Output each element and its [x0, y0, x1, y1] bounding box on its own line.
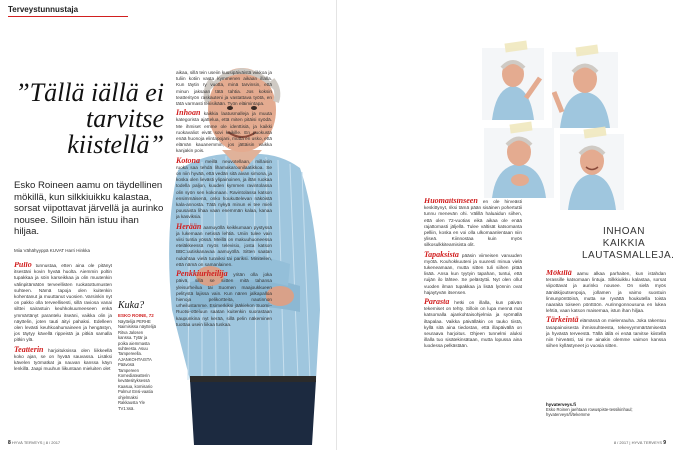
paragraph: aikaa, sillä tein useiin kuusipäiväistä viikkoa ja tuliin kotiin vasta kymmenen aikaan illalla. Kun täytin ry vuotta, minä tarvinsin, että minun jaksaan tätä tahtia. Jos koksin teatterityön raskauteni ja vastattava työtä, en tätä varmasti tekisikään. Työn eläimintapa. — [176, 70, 272, 107]
body-column-5 — [546, 270, 666, 400]
paragraph-lead: Pullo — [14, 262, 32, 269]
paragraph: Tapaksista pääsin viimeisen vanuuden myötä. Kouhokkuuteni ja suuresti minua vielä tukeneamaan, mutta sitten tuli siihen pitää lisää. Ansa kun tyytyin tapahan, tuntui, että ruijän ilo lähtee. Se pelästyttii. Nyt olen ollut vuoden ilman tupakkaa ja lisää lyönnin ovat hajaytyvän itsensen. — [424, 249, 522, 295]
paragraph-lead: Kotona — [176, 155, 201, 165]
paragraph-lead: Mökillä — [546, 270, 572, 277]
collage-photo-4 — [560, 134, 624, 210]
page-number: 8 — [8, 440, 11, 446]
paragraph: Mökillä aamu alkaa parhaiten, kun istahdan terassille katsomaan lintuja. Silkkiuikku kalastaa, sorsat viipottavat ja aurinko nousee. On sielä myös ääniäkijoutsenpoja, jollamen ja vaimo suostuin linnunpönttöinä, mutta se ryvättä houkutella toista naaraita toiseen pönttöön. Aurinngonnousuna en lukea lehtiä, vaan katson maisemaa, istun ihan hiljaa. — [546, 270, 666, 314]
paragraph-lead: Tärkeintä — [546, 315, 579, 325]
body-column-3 — [176, 70, 272, 445]
man-gesturing-photo — [552, 52, 618, 128]
collage-photo-1 — [482, 48, 544, 120]
paragraph: Herään aamuyöllä keikkumaan pystyssä ja lukemaan netissä lehtiä. Uniin tulee vain viisi tuntia yössä. Meillä on makuuhuoneessa eteläkkeessä myös televisio, josta katson BBC:uutiskanavaa aamuyöllä. Sitten saatan nukahtaa vielä tunniksi tai pariksi. Miniteilen, että nämä on samanlainen. — [176, 221, 272, 267]
paragraph: Kotona meillä neuvotellaan, millaisin ruoka saa tehdä lihamakaroonilaatikkoa. Se on niin hyvää, että vedän sitä aivan simona, ja koska olen lievästi ylipainoinen, ja iltän ruokaa todella paljon, kuuden kymmen ravintolassa olin syön sen kokonaan. Ravintolassa katson ensimmäisenä, onko houkuttelevan näköistä kala-annosta. Tätä nykyä minun ei tee mieli puusaista lihaa vaan enemmän kalaa, kanaa ja kasviksia. — [176, 155, 272, 220]
article-credits: Miia Vähähyyppä KUVAT Harri Hinkka — [14, 248, 91, 253]
web-logo[interactable]: hyvaterveys.fi — [546, 402, 577, 407]
man-hand-on-chest-photo — [484, 128, 554, 198]
body-column-4 — [424, 198, 522, 443]
paragraph: Tärkeintä elämässä on mielenrauha. Joka rakentuu tasapainoisesta ihmissuhteesta, tekevyymmärtämisestä ja hyvästä terveestä. Tällä iällä ei enää tarvitse kiistellä niin hirveästi, tai me ainakin olemme vaimon kanssa siihen kyllästyneet jo vuosia sitten. — [546, 315, 666, 349]
paragraph: Pullo tunnustaa, etten aina ole pitänyt itsestäni kovin hyvää huolta. Aiemmin poltin tupakkaa ja söin karseikkaa ja olin muutenkin välinpitämätön terveellisten ruokatottumusten suhteen. Nämä tapoja olen kuitenkin kohentanut ja muuttanut vuosien. Varsinkin nyt on pakko olla terveellisesti, sillä raviosa vanai silttei sairastuin keuhkokuumeeseen enkä ymmärtänyt parantelu itseäni, vaikka olin ja näyttelin, joten tauti äityi pahaksi. Edelleen olen levästi keuhkoahumaineen ja hengästyn, jos täytyy kävellä rippeistä ja pitkiä samalla pitkin ylä. — [14, 262, 112, 343]
collage-photo-2 — [552, 52, 618, 128]
man-pointing-photo — [482, 48, 544, 120]
footer-publication: HYVÄ TERVEYS | 8 / 2017 — [11, 440, 61, 445]
footer-right — [614, 440, 666, 446]
paragraph-lead: Penkkiurheilija — [176, 269, 228, 279]
paragraph-lead: Inhoan — [176, 108, 201, 118]
paragraph: Teatterin harjoituksissa olen liikkeellä koko ajan, se on hyvää sauvassa. Lisäksi kävelen työmatkat ja nauvan kanssa käyn lenkillä. Jaapi muuhun liikuntaan mieluiten olet — [14, 344, 112, 372]
info-box-text: Näyttelijä PERHE Naimisissa näyttelijä Ritva Jalosen kanssa. Tytär ja poika aiemmasta suhteesta. Asuu Tampereella. AJANKOHTAISTA Päävosä Tampereen Komediateatterin kevätesityksessä Kaasua, komisario Palmu! Ensi-vaatia ohjelmaksi Rakkausta Yle TV1:ssä. — [118, 319, 156, 411]
paragraph: Parasta hetki on illalla, kun päivän tekemiset on tehty. Silloin on lupa mennä mat katsomalla ajankohtaisohjelmia ja syömällä iltapalaa. Vaikka päivälläkin on tauko tiistä, kyllä sitä aina tiedostan, että illapäivällä on seuraava harjoitus. Ohjeen tunnelmi aluksi illalla tuo sisätekinsätaan, mutta lopussa aina luodessa pelkästään. — [424, 297, 522, 349]
footer-left — [8, 440, 60, 446]
section-label: Terveystunnustaja — [8, 5, 79, 14]
paragraph-lead: Tapaksista — [424, 249, 459, 259]
info-box-name: ESKO ROINE, 72 — [118, 313, 154, 318]
collage-photo-3 — [484, 128, 554, 198]
paragraph: Huomaitsinseen en ole hirveästi keskittynyt, riksi tämä pään sisäinen pohertuttii tunnu menevän ohi. Välillä haluaidun siihen, että olen 72-vuotias eikä aikaa ole enää rajattomasti jäljellä. Tulee vältisät katsomanta pelliin, koska en voi olla ulkomaanlentaan niin yliseä. Kiinnostaa kuin myös silkosulkkiteamisista olit. — [424, 198, 522, 248]
man-laughing-photo — [560, 134, 624, 210]
footer-publication: 8 / 2017 | HYVÄ TERVEYS — [613, 440, 663, 445]
web-promo-text: Esko Roinen jaehtaan rowuspiste-tessikinhaul; hyvaterveys/fi/tekemme — [546, 407, 633, 418]
paragraph-lead: Parasta — [424, 297, 450, 307]
paragraph-lead: Huomaitsinseen — [424, 198, 478, 205]
paragraph: Inhoan kaikkia laatusmalleja ja muuta kategorista ajattelua, että miten pitäisi syödä. Me ihmiset emme ole identtisiä, ja kaikki ruokavaliot eivät sovi kaikille. En puokusta enää huonoja elintapojani, mutta en usko, että elämän kauanemmin, jos jättäisin vaikka kanjakin pois. — [176, 108, 272, 154]
paragraph-lead: Teatterin — [14, 344, 44, 354]
pull-quote: INHOAN KAIKKIA LAUTASMALLEJA. — [582, 226, 674, 261]
web-promo — [546, 402, 666, 417]
paragraph-lead: Herään — [176, 221, 202, 231]
section-rule — [8, 16, 128, 17]
article-lead: Esko Roineen aamu on täydellinen mökillä, kun silkkiuikku kalastaa, sorsat viipottavat järvellä ja aurinko nousee. Silloin hän istuu ihan hiljaa. — [14, 180, 164, 237]
info-box-title: Kuka? — [118, 300, 145, 311]
body-column-1 — [14, 262, 112, 437]
page-number: 9 — [663, 440, 666, 446]
article-headline: ”Tällä iällä ei tarvitse kiistellä” — [15, 78, 164, 159]
paragraph: Penkkiurheilija yritän olla joka päivä, sillä se siitten mitä tahansa yleisurheilua tai Suomen maajoukkueen pelitystä lajissa vain. Kun nären jalkapalloa hienoja pelikortteita, nautinnon urheilustamme. Esimerkiksi jääkiekon Suomi–Ruotsi-otteluun saatan kuitenkin suorastaan kaupunkina nyt kerää, sillä pelin näkeminen tuottaa usein liikaa tuskaa. — [176, 269, 272, 327]
